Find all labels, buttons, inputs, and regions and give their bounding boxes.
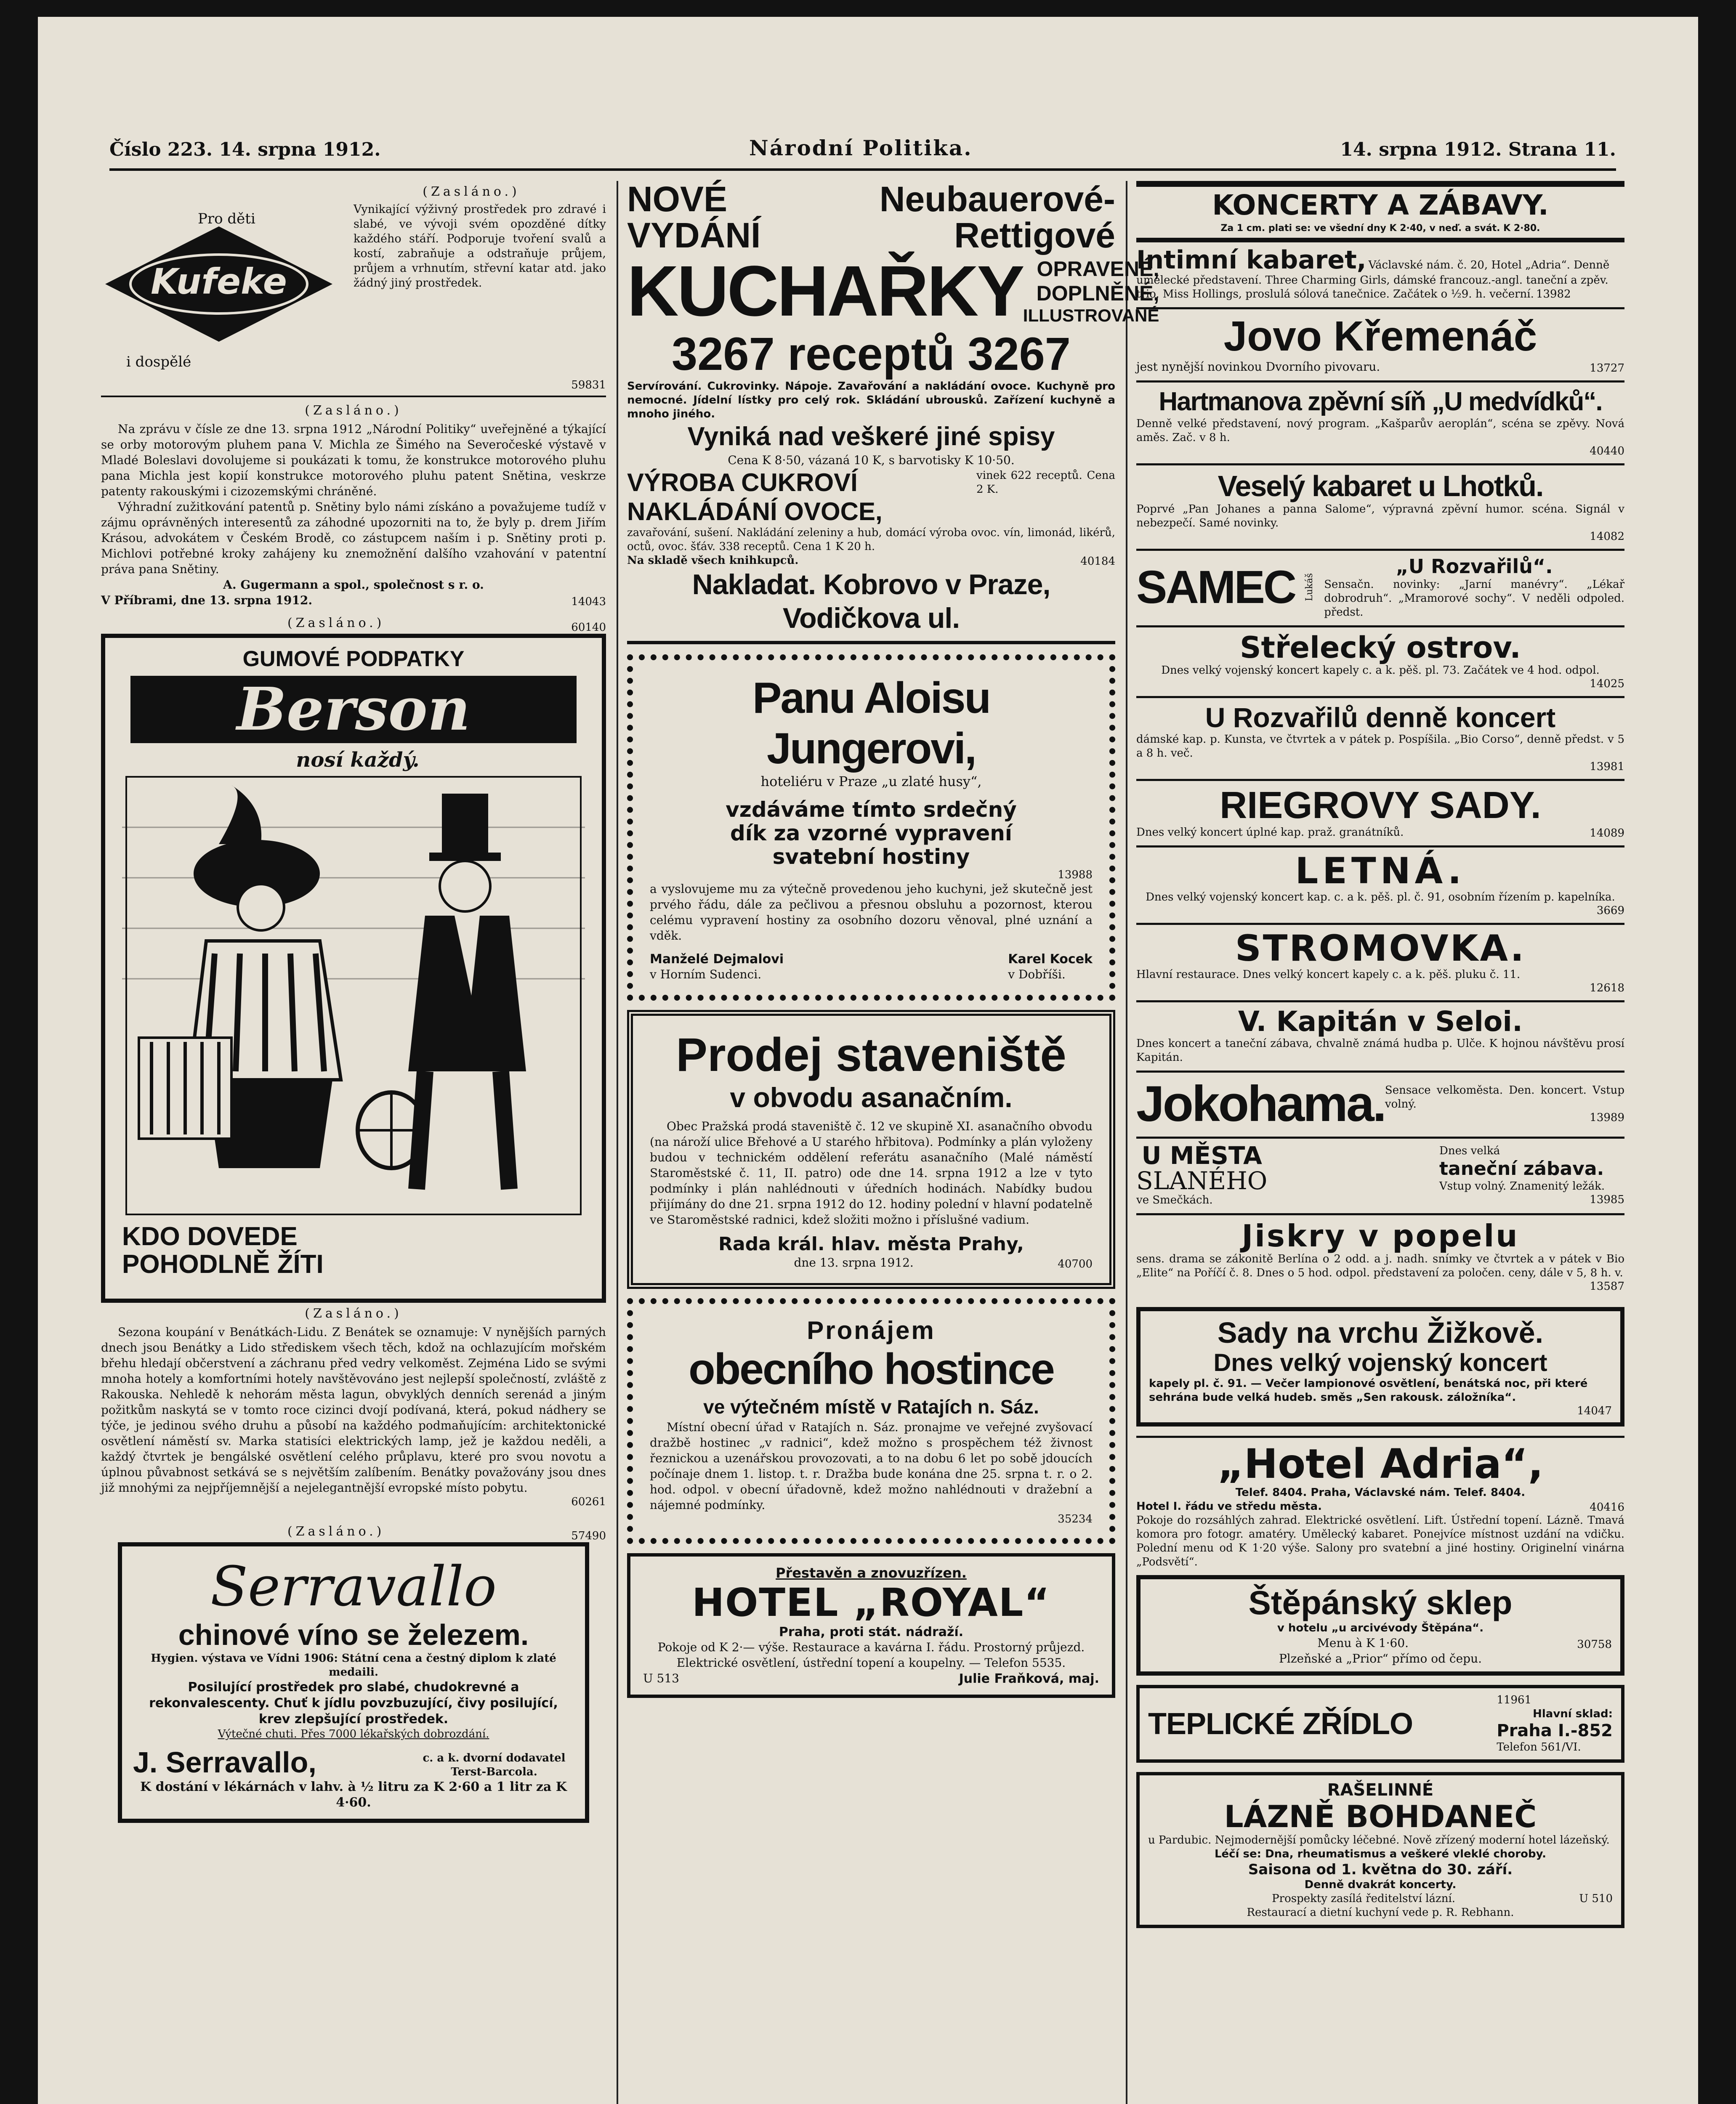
serravallo-firm: J. Serravallo, bbox=[133, 1746, 316, 1779]
mesta-l2: SLANÉHO bbox=[1136, 1166, 1268, 1195]
serravallo-ad bbox=[101, 1521, 606, 1823]
rozvarilu-text: dámské kap. p. Kunsta, ve čtvrtek a v pátek p. Pospíšila. „Bio Corso“, denně předst. v 5 a 8 h. več. bbox=[1136, 733, 1624, 760]
stromovka-ad bbox=[1136, 923, 1624, 1000]
kufeke-ad bbox=[101, 181, 606, 397]
jovo-title: Jovo Křemenáč bbox=[1223, 313, 1537, 360]
serravallo-code: 57490 bbox=[571, 1530, 606, 1542]
serravallo-line-2: Posilující prostředek pro slabé, chudokrevné a rekonvalescenty. Chuť k jídlu povzbuzující, čivy posilující, krev zlepšující prostředek. bbox=[149, 1680, 558, 1727]
jovo-ad bbox=[1136, 307, 1624, 380]
adria-text: Pokoje do rozsáhlých zahrad. Elektrické osvětlení. Lift. Ústřední topení. Lázně. Tmavá komora pro fotogr. amatéry. Umělecký kabaret. Ponejvíce místnost uzdání na vdičku. Polední menu od K 1·20 výše. Salony pro svatební a jiné hostiny. Originelní vinárna „Podsvětí“. bbox=[1136, 1514, 1624, 1568]
serravallo-line-3: Výtečné chuti. Přes 7000 lékařských dobrozdání. bbox=[218, 1728, 489, 1740]
stepansky-beer: Plzeňské a „Prior“ přímo od čepu. bbox=[1279, 1652, 1482, 1666]
stepansky-sub: v hotelu „u arcivévody Štěpána“. bbox=[1277, 1622, 1484, 1634]
staveniste-title: Prodej staveniště bbox=[676, 1028, 1066, 1081]
royal-addr: Praha, proti stát. nádraží. bbox=[779, 1625, 964, 1639]
jungerova-thanks-2: dík za vzorné vypravení bbox=[730, 821, 1013, 845]
kapitan-title: V. Kapitán v Seloi. bbox=[1238, 1005, 1523, 1038]
serravallo-price: K dostání v lékárnách v lahv. à ½ litru za K 2·60 a 1 litr za K 4·60. bbox=[140, 1780, 567, 1810]
adria-line-1: Telef. 8404. Praha, Václavské nám. Telef. 8404. bbox=[1235, 1486, 1526, 1499]
bohdanec-ad bbox=[1136, 1772, 1624, 1928]
kucharka-vynika: Vyniká nad veškeré jiné spisy bbox=[687, 422, 1055, 451]
staveniste-text: Obec Pražská prodá staveniště č. 12 ve skupině XI. asanačního obvodu (na nároží ulice Břehové a U starého hřbitova). Podmínky a plán vyloženy budou v technickém oddělení referátu asanačního (Malé náměstí Staroměstské č. 11, II. patro) ode dne 14. srpna 1912 a lze v tyto podmínky i plán nahlédnouti v úředních hodinách. Nabídky budou přijímány do dne 21. srpna 1912 do 12. hodiny polední v hlavní podatelně ve Staroměstské radnici, kdež složiti možno i příslušné vadium. bbox=[650, 1119, 1093, 1227]
adria-code: 40416 bbox=[1590, 1501, 1624, 1514]
snetina-text: Na zprávu v čísle ze dne 13. srpna 1912 „Národní Politiky“ uveřejněné a týkající se orby motorovým pluhem pana V. Michla ze Šimého na Severočeské výstavě v Mladé Boleslavi dovolujeme si poukázati k tomu, že konstrukce motorového pluhu pana Michla jest kopií konstrukce motorového pluhu patent Snětina, veskrze patenty rakouskými i cizozemskými chráněné. bbox=[101, 422, 606, 498]
vesely-title: Veselý kabaret u Lhotků. bbox=[1218, 470, 1543, 502]
bohdanec-prosp: Prospekty zasílá ředitelství lázní. bbox=[1272, 1892, 1456, 1905]
concerts-banner bbox=[1136, 181, 1624, 240]
berson-top: GUMOVÉ PODPATKY bbox=[242, 647, 465, 671]
kucharka-l2a: VYDÁNÍ bbox=[627, 215, 761, 255]
jokohama-code: 13989 bbox=[1590, 1111, 1624, 1124]
samec-ad bbox=[1136, 549, 1624, 625]
lido-notice bbox=[101, 1306, 606, 1508]
samec-side: Lukáš bbox=[1304, 573, 1315, 601]
zizkov-l1: Sady na vrchu Žižkově. bbox=[1217, 1316, 1544, 1349]
letna-code: 3669 bbox=[1596, 904, 1624, 917]
bohdanec-koncert: Denně dvakrát koncerty. bbox=[1304, 1878, 1457, 1891]
mesta-r1: taneční zábava. bbox=[1439, 1158, 1604, 1180]
kucharka-ad bbox=[627, 179, 1159, 644]
zizkov-text: kapely pl. č. 91. — Večer lampionové osvětlení, benátská noc, při které sehrána bude velká hudeb. směs „Sen rakousk. záložníka“. bbox=[1149, 1377, 1588, 1404]
intimni-text: Václavské nám. č. 20, Hotel „Adria“. Denně umělecké představení. Three Charming Girls, dámské francouz.-angl. taneční a zpěv. trio. Miss Hollings, proslulá sólová tanečnice. Začátek o ½9. h. večerní. bbox=[1136, 259, 1610, 300]
kucharka-code: 40184 bbox=[1080, 555, 1115, 568]
samec-text: Sensačn. novinky: „Jarní manévry“. „Lékař dobrodruh“. „Mramorové sochy“. V neděli odpoled. předst. bbox=[1324, 578, 1624, 619]
masthead bbox=[109, 130, 1616, 171]
mesta-code: 13985 bbox=[1590, 1193, 1624, 1206]
intimni-code: 13982 bbox=[1536, 288, 1571, 300]
column-rule bbox=[1126, 181, 1127, 2104]
kucharka-sklad: Na skladě všech knihkupců. bbox=[627, 554, 799, 567]
kucharka-vyroba-r: vinek 622 receptů. Cena 2 K. bbox=[976, 469, 1115, 496]
adria-line-2: Hotel I. řádu ve středu města. bbox=[1136, 1500, 1322, 1513]
hartmanova-code: 40440 bbox=[1590, 445, 1624, 457]
staveniste-rada: Rada král. hlav. města Prahy, bbox=[718, 1233, 1024, 1255]
staveniste-ad bbox=[627, 1010, 1115, 1289]
jokohama-side: Sensace velkoměsta. Den. koncert. Vstup volný. bbox=[1385, 1084, 1624, 1110]
stepansky-title: Štěpánský sklep bbox=[1248, 1584, 1513, 1621]
kufeke-for-adults: i dospělé bbox=[126, 353, 191, 370]
kucharka-cena: Cena K 8·50, vázaná 10 K, s barvotisky K 10·50. bbox=[728, 453, 1015, 467]
teplicke-code: 11961 bbox=[1497, 1694, 1532, 1706]
snetina-notice bbox=[101, 397, 606, 608]
hartmanova-text: Denně velké představení, nový program. „Kašparův aeroplán“, scéna se zpěvy. Nová aměs. Zač. v 8 h. bbox=[1136, 417, 1624, 444]
kucharka-title: KUCHAŘKY bbox=[627, 251, 1023, 331]
kucharka-recepty: 3267 receptů 3267 bbox=[672, 328, 1071, 380]
teplicke-r3: Telefon 561/VI. bbox=[1497, 1741, 1581, 1753]
jungerova-sig-2b: v Dobříši. bbox=[1008, 967, 1066, 981]
royal-title: HOTEL „ROYAL“ bbox=[692, 1580, 1050, 1625]
intimni-ad bbox=[1136, 240, 1624, 307]
stepansky-code: 30758 bbox=[1577, 1638, 1612, 1651]
hostinec-l1: Pronájem bbox=[807, 1316, 936, 1344]
serravallo-firm-sub: c. a k. dvorní dodavatel Terst-Barcola. bbox=[423, 1752, 566, 1778]
zasl-label: (Zasláno.) bbox=[305, 403, 402, 418]
royal-owner: Julie Fraňková, maj. bbox=[959, 1671, 1099, 1686]
newspaper-page bbox=[38, 17, 1698, 2104]
letna-text: Dnes velký vojenský koncert kap. c. a k. pěš. pl. č. 91, osobním řízením p. kapelníka. bbox=[1146, 891, 1615, 903]
strelecky-ad bbox=[1136, 625, 1624, 696]
mesta-l1: U MĚSTA bbox=[1141, 1141, 1262, 1170]
riegrovy-ad bbox=[1136, 779, 1624, 845]
hostinec-text: Místní obecní úřad v Ratajích n. Sáz. pronajme ve veřejné zvyšovací dražbě hostinec „v radnici“, kdež možno s prospěchem též živnost řeznickou a uzenářskou provozovati, a to na dobu 6 let po sobě jdoucích počínaje dnem 1. listop. t. r. Dražba bude konána dne 25. srpna t. r. o 2. hod. odpol. v obecní úřadovně, kdež možno nahlédnouti v dražební a nájemné podmínky. bbox=[650, 1420, 1093, 1512]
royal-code: U 513 bbox=[643, 1671, 679, 1685]
staveniste-sub: v obvodu asanačním. bbox=[730, 1082, 1013, 1113]
hostinec-ad bbox=[627, 1298, 1115, 1544]
stepansky-menu: Menu à K 1·60. bbox=[1317, 1636, 1409, 1650]
column-middle bbox=[627, 179, 1159, 2104]
kucharka-l1a: NOVÉ bbox=[627, 179, 728, 219]
kucharka-vyroba: VÝROBA CUKROVÍ bbox=[627, 468, 858, 497]
snetina-place: V Příbrami, dne 13. srpna 1912. bbox=[101, 593, 313, 607]
samec-logo: SAMEC bbox=[1136, 561, 1295, 613]
bohdanec-l2: LÁZNĚ BOHDANEČ bbox=[1224, 1799, 1537, 1834]
mesta-l3: ve Smečkách. bbox=[1136, 1194, 1213, 1206]
teplicke-r1: Hlavní sklad: bbox=[1533, 1708, 1613, 1720]
bohdanec-sezona: Saisona od 1. května do 30. září. bbox=[1248, 1861, 1513, 1878]
concerts-title: KONCERTY A ZÁBAVY. bbox=[1212, 189, 1549, 221]
bohdanec-code: U 510 bbox=[1579, 1892, 1613, 1905]
zasl-label: (Zasláno.) bbox=[287, 616, 385, 630]
kucharka-l2b: Rettigové bbox=[954, 215, 1115, 255]
adria-ad bbox=[1136, 1436, 1624, 1575]
jungerova-text: a vyslovujeme mu za výtečně provedenou jeho kuchyni, jež skutečně jest prvého řádu, dále za pečlivou a přesnou obsluhu a pozornost, kterou celému vypravení hostiny za osobního dozoru věnoval, plné uznání a vděk. bbox=[650, 882, 1093, 943]
jovo-code: 13727 bbox=[1590, 362, 1624, 375]
royal-top: Přestavěn a znovuzřízen. bbox=[776, 1565, 967, 1581]
rozvarilu-code: 13981 bbox=[1590, 760, 1624, 773]
vesely-code: 14082 bbox=[1590, 530, 1624, 543]
jungerova-ad bbox=[627, 654, 1115, 1001]
column-left bbox=[101, 181, 606, 2104]
jokohama-ad bbox=[1136, 1071, 1624, 1137]
teplicke-title: TEPLICKÉ ZŘÍDLO bbox=[1148, 1707, 1413, 1741]
rozvarilu-title: U Rozvařilů denně koncert bbox=[1205, 702, 1556, 733]
berson-illustration-icon bbox=[122, 777, 585, 1214]
berson-bottom-1: KDO DOVEDE bbox=[122, 1222, 298, 1251]
kucharka-side-2: DOPLNĚNÉ, bbox=[1036, 282, 1159, 305]
berson-bottom-2: POHODLNĚ ŽÍTI bbox=[122, 1250, 324, 1279]
adria-title: „Hotel Adria“, bbox=[1217, 1440, 1544, 1488]
hostinec-l2: obecního hostince bbox=[689, 1345, 1054, 1394]
hostinec-code: 35234 bbox=[1058, 1513, 1093, 1525]
kufeke-for-children: Pro děti bbox=[198, 210, 255, 227]
page-number: 14. srpna 1912. Strana 11. bbox=[1340, 139, 1616, 160]
kapitan-text: Dnes koncert a taneční zábava, chvalně známá hudba p. Ulče. K hojnou návštěvu prosí Kapitán. bbox=[1136, 1037, 1624, 1064]
newspaper-title: Národní Politika. bbox=[749, 135, 973, 160]
kufeke-text: Vynikající výživný prostředek pro zdravé i slabé, ve vývoji svém opozděné dítky každého stáří. Podporuje tvoření svalů a kostí, zabraňuje a odstraňuje průjem, průjem a vrhnutím, střevní katar atd. jako žádný jiný prostředek. bbox=[354, 203, 606, 290]
jungerova-sig-2: Karel Kocek bbox=[1008, 952, 1093, 967]
kufeke-code: 59831 bbox=[571, 379, 606, 391]
zasl-label: (Zasláno.) bbox=[305, 1306, 402, 1321]
lido-text: Sezona koupání v Benátkách-Lidu. Z Benátek se oznamuje: V nynějších parných dnech jsou Benátky a Lido střediskem všech těch, kdož na ochlazujícím mořském břehu hledají občerstvení a záchranu před vedry velkoměst. Zejména Lido se svými mnoha hotely a komfortními hotely navštěvováno jest nejlepší společností, zvláště z Rakouska. Nehledě k nehorám města lagun, obvyklých denních serenád a jiným požitkům naskytá se v tomto roce cizinci dvojí podívaná, která, pokud nádhery se týče, je jedinou svého druhu a působí na každého podmaňujícím: architektonické osvětlení náměstí sv. Marka statisíci elektrických lamp, jež je každou neděli, a každý čtvrtek je bengálské osvětlení celého průplavu, které pro svou novotu a úplnou půvabnost setkává se s největším zalíbením. Benátky považovány jsou dnes již mnohými za nejpříjemnější a nejelegantnější evropské místo pobytu. bbox=[101, 1325, 606, 1495]
jovo-text: jest nynější novinkou Dvorního pivovaru. bbox=[1136, 360, 1380, 374]
samec-title: „U Rozvařilů“. bbox=[1396, 555, 1553, 578]
jungerova-title: Panu Aloisu Jungerovi, bbox=[752, 674, 990, 773]
teplicke-ad bbox=[1136, 1685, 1624, 1763]
stromovka-code: 12618 bbox=[1590, 982, 1624, 994]
mesta-ad bbox=[1136, 1137, 1624, 1213]
jiskry-text: sens. drama se zákonitě Berlína o 2 odd. a j. nadh. snímky ve čtvrtek a v pátek v Bio „Elite“ na Poříčí č. 8. Dnes o 5 hod. odpol. představení za poločen. ceny, dále v 5, 8 h. v. bbox=[1136, 1253, 1624, 1279]
intimni-title: Intimní kabaret, bbox=[1136, 245, 1366, 275]
kucharka-naklad-r: zavařování, sušení. Nakládání zeleniny a hub, domácí výroba ovoc. vín, limonád, likérů, octů, ovoc. šťáv. 338 receptů. Cena 1 K 20 h. bbox=[627, 526, 1115, 553]
zizkov-code: 14047 bbox=[1577, 1405, 1612, 1417]
snetina-signature: A. Gugermann a spol., společnost s r. o. bbox=[223, 578, 484, 592]
stepansky-ad bbox=[1136, 1575, 1624, 1676]
jungerova-sig-1b: v Horním Sudenci. bbox=[650, 967, 762, 981]
riegrovy-title: RIEGROVY SADY. bbox=[1220, 784, 1541, 826]
jungerova-thanks-1: vzdáváme tímto srdečný bbox=[726, 797, 1017, 822]
vesely-ad bbox=[1136, 463, 1624, 549]
mesta-r0: Dnes velká bbox=[1439, 1145, 1500, 1157]
berson-sub: nosí každý. bbox=[296, 748, 420, 772]
lido-code: 60261 bbox=[571, 1496, 606, 1508]
snetina-code: 14043 bbox=[571, 595, 606, 608]
kucharka-naklad: NAKLÁDÁNÍ OVOCE, bbox=[627, 497, 883, 526]
rozvarilu-ad bbox=[1136, 696, 1624, 779]
serravallo-line-1: Hygien. výstava ve Vídni 1906: Státní cena a čestný diplom k zlaté medaili. bbox=[151, 1652, 556, 1679]
jungerova-sig-1: Manželé Dejmalovi bbox=[650, 952, 784, 967]
strelecky-title: Střelecký ostrov. bbox=[1240, 630, 1521, 665]
royal-text: Pokoje od K 2·— výše. Restaurace a kavárna I. řádu. Prostorný průjezd. Elektrické osvětlení, ústřední topení a koupelny. — Telefon 5535. bbox=[657, 1640, 1085, 1670]
kucharka-side-3: ILLUSTROVANÉ bbox=[1023, 306, 1159, 325]
bohdanec-text-1: u Pardubic. Nejmodernější pomůcky léčebné. Nově zřízený moderní hotel lázeňský. bbox=[1148, 1834, 1610, 1846]
zasl-label: (Zasláno.) bbox=[423, 184, 520, 199]
berson-ad bbox=[101, 612, 606, 1303]
jungerova-code: 13988 bbox=[1058, 869, 1093, 881]
serravallo-logo: Serravallo bbox=[210, 1554, 497, 1618]
zizkov-ad bbox=[1136, 1307, 1624, 1427]
letna-title: LETNÁ. bbox=[1295, 850, 1466, 892]
kufeke-logo-text: Kufeke bbox=[151, 261, 287, 302]
kapitan-ad bbox=[1136, 1000, 1624, 1071]
column-right bbox=[1136, 181, 1624, 2104]
issue-number: Číslo 223. 14. srpna 1912. bbox=[109, 139, 381, 160]
zizkov-l2: Dnes velký vojenský koncert bbox=[1213, 1349, 1547, 1376]
royal-ad bbox=[627, 1553, 1115, 1698]
serravallo-title: chinové víno se železem. bbox=[178, 1618, 529, 1651]
jungerova-sub: hoteliéru v Praze „u zlaté husy“, bbox=[760, 773, 982, 789]
snetina-text-2: Výhradní zužitkování patentů p. Snětiny bylo námi získáno a považujeme tudíž v zájmu oprávněných interesentů za záhodné upozorniti na to, že byly p. drem Jiřím Krásou, advokátem v Českém Brodě, co zástupcem naším i p. Snětiny proti p. Michlovi potřebné kroky zahájeny ku znemožnění dalšího vzahování v patentní práva pana Snětiny. bbox=[101, 500, 606, 576]
hartmanova-ad bbox=[1136, 380, 1624, 463]
staveniste-date: dne 13. srpna 1912. bbox=[794, 1256, 914, 1270]
teplicke-r2: Praha I.-852 bbox=[1497, 1721, 1613, 1740]
mesta-r2: Vstup volný. Znamenitý ležák. bbox=[1439, 1180, 1605, 1193]
jiskry-title: Jiskry v popelu bbox=[1242, 1218, 1519, 1254]
jungerova-thanks-3: svatební hostiny bbox=[772, 845, 970, 869]
column-rule bbox=[617, 181, 618, 2104]
hostinec-l3: ve výtečném místě v Ratajích n. Sáz. bbox=[703, 1396, 1039, 1418]
stromovka-text: Hlavní restaurace. Dnes velký koncert kapely c. a k. pěš. pluku č. 11. bbox=[1136, 968, 1521, 981]
bohdanec-rest: Restaurací a dietní kuchyní vede p. R. Rebhann. bbox=[1247, 1906, 1514, 1919]
berson-code: 60140 bbox=[571, 621, 606, 634]
letna-ad bbox=[1136, 845, 1624, 923]
concerts-price-note: Za 1 cm. plati se: ve všední dny K 2·40, v neď. a svát. K 2·80. bbox=[1220, 223, 1540, 234]
bohdanec-l1: RAŠELINNÉ bbox=[1327, 1780, 1434, 1800]
staveniste-code: 40700 bbox=[1058, 1258, 1093, 1270]
riegrovy-code: 14089 bbox=[1590, 827, 1624, 839]
hartmanova-title: Hartmanova zpěvní síň „U medvídků“. bbox=[1159, 387, 1602, 416]
stromovka-title: STROMOVKA. bbox=[1235, 927, 1526, 970]
riegrovy-text: Dnes velký koncert úplné kap. praž. granátníků. bbox=[1136, 826, 1404, 839]
zasl-label: (Zasláno.) bbox=[287, 1524, 385, 1539]
vesely-text: Poprvé „Pan Johanes a panna Salome“, výpravná zpěvní humor. scéna. Signál v nebezpečí. Samé novinky. bbox=[1136, 503, 1624, 529]
jokohama-title: Jokohama. bbox=[1136, 1076, 1385, 1132]
berson-name: Berson bbox=[237, 675, 471, 744]
strelecky-code: 14025 bbox=[1590, 677, 1624, 690]
kucharka-text-1: Servírování. Cukrovinky. Nápoje. Zavařování a nakládání ovoce. Kuchyně pro nemocné. Jídelní lístky pro celý rok. Skládání ubrousků. Zařízení kuchyně a mnoho jiného. bbox=[627, 380, 1115, 420]
kucharka-side-1: OPRAVENÉ, bbox=[1037, 257, 1159, 281]
kucharka-l1b: Neubauerové- bbox=[879, 179, 1115, 219]
jiskry-ad bbox=[1136, 1213, 1624, 1299]
kucharka-nakladatel: Nakladat. Kobrovo v Praze, Vodičkova ul. bbox=[692, 569, 1050, 634]
bohdanec-text-2: Léčí se: Dna, rheumatismus a veškeré vleklé choroby. bbox=[1214, 1848, 1547, 1860]
jiskry-code: 13587 bbox=[1590, 1280, 1624, 1293]
strelecky-text: Dnes velký vojenský koncert kapely c. a k. pěš. pl. 73. Začátek ve 4 hod. odpol. bbox=[1161, 664, 1600, 677]
